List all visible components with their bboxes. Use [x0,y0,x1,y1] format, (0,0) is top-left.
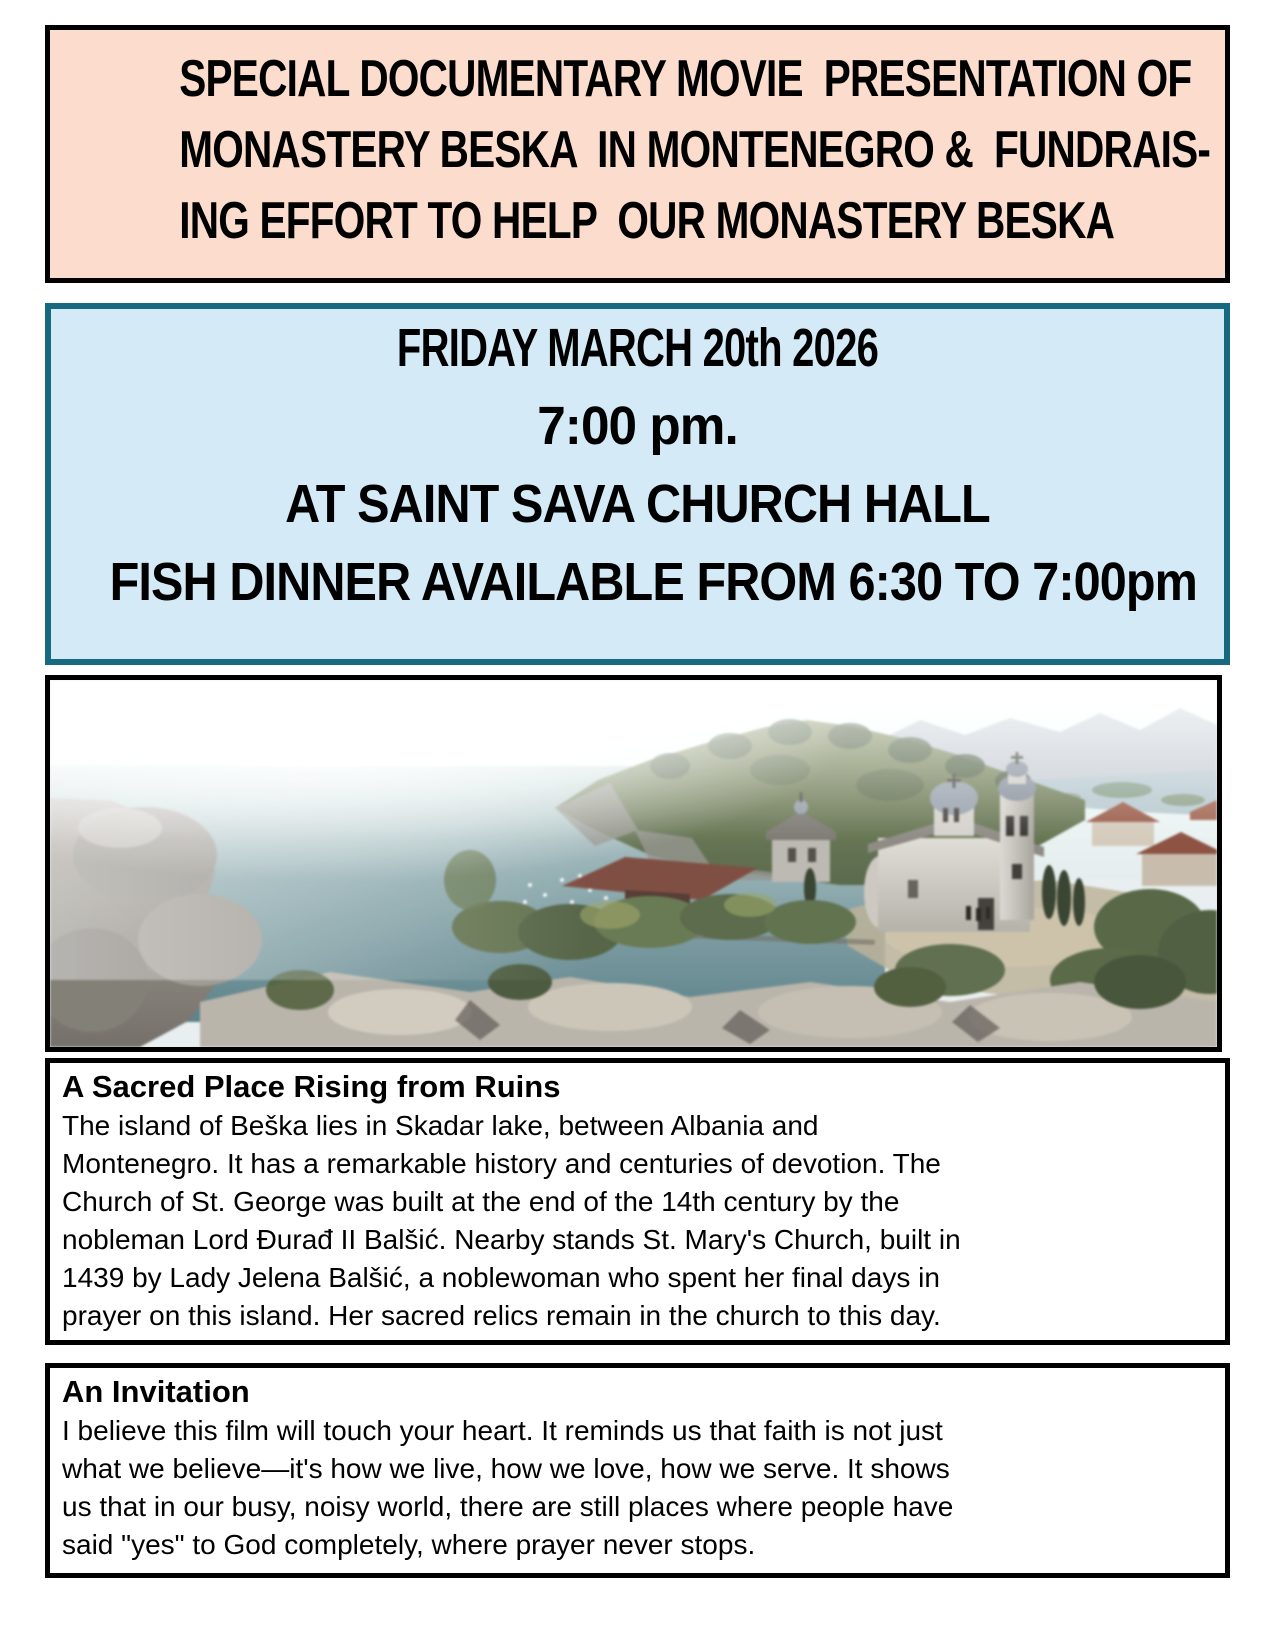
island-monastery-illustration [50,680,1217,1047]
invitation-line-3: us that in our busy, noisy world, there are still places where people have [62,1491,954,1522]
banner-line-2: MONASTERY BESKA IN MONTENEGRO & FUNDRAIS- [179,121,1211,179]
event-dinner-note: FISH DINNER AVAILABLE FROM 6:30 TO 7:00pm [109,552,1197,612]
invitation-title: An Invitation [62,1374,250,1409]
invitation-line-4: said "yes" to God completely, where prayer never stops. [62,1529,756,1560]
sacred-place-line-2: Montenegro. It has a remarkable history and centuries of devotion. The [62,1148,941,1179]
event-time: 7:00 pm. [537,396,738,456]
event-location: AT SAINT SAVA CHURCH HALL [285,474,990,534]
banner-line-1: SPECIAL DOCUMENTARY MOVIE PRESENTATION OF [179,50,1192,108]
sacred-place-line-4: nobleman Lord Đurađ II Balšić. Nearby stands St. Mary's Church, built in [62,1224,961,1255]
sacred-place-line-6: prayer on this island. Her sacred relics remain in the church to this day. [62,1300,941,1331]
event-date: FRIDAY MARCH 20th 2026 [396,318,879,378]
invitation-section [45,1363,1230,1578]
sacred-place-section [45,1058,1230,1345]
sacred-place-line-3: Church of St. George was built at the end of the 14th century by the [62,1186,900,1217]
title-banner [45,25,1230,283]
monastery-photo [45,675,1222,1052]
banner-line-3: ING EFFORT TO HELP OUR MONASTERY BESKA [179,192,1115,250]
sacred-place-title: A Sacred Place Rising from Ruins [62,1069,561,1104]
sacred-place-line-1: The island of Beška lies in Skadar lake, between Albania and [62,1110,819,1141]
haze-overlays [50,680,1217,1047]
sacred-place-line-5: 1439 by Lady Jelena Balšić, a noblewoman who spent her final days in [62,1262,940,1293]
event-details-box [45,303,1230,665]
invitation-line-2: what we believe—it's how we live, how we love, how we serve. It shows [62,1453,950,1484]
invitation-line-1: I believe this film will touch your heart. It reminds us that faith is not just [62,1415,943,1446]
